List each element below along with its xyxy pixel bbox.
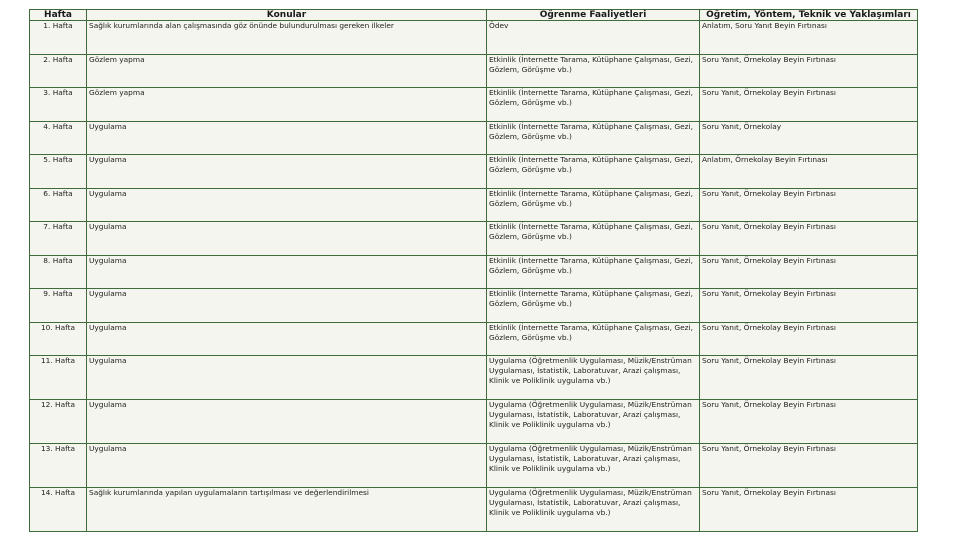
method-cell: Soru Yanıt, Örnekolay Beyin Fırtınası: [700, 356, 918, 400]
topic-cell: Sağlık kurumlarında yapılan uygulamaların tartışılması ve değerlendirilmesi: [87, 488, 487, 532]
week-cell: 3. Hafta: [30, 88, 87, 122]
method-cell: Soru Yanıt, Örnekolay Beyin Fırtınası: [700, 88, 918, 122]
week-cell: 6. Hafta: [30, 188, 87, 222]
week-cell: 7. Hafta: [30, 222, 87, 256]
method-cell: Soru Yanıt, Örnekolay Beyin Fırtınası: [700, 222, 918, 256]
table-row: [30, 88, 918, 122]
activity-cell: Uygulama (Öğretmenlik Uygulaması, Müzik/Enstrüman Uygulaması, İstatistik, Laboratuvar, Arazi çalışması, Klinik ve Poliklinik uygulama vb.): [487, 356, 700, 400]
activity-cell: Etkinlik (İnternette Tarama, Kütüphane Çalışması, Gezi, Gözlem, Görüşme vb.): [487, 155, 700, 189]
table-row: [30, 322, 918, 356]
week-cell: 4. Hafta: [30, 121, 87, 155]
table-row: [30, 255, 918, 289]
activity-cell: Etkinlik (İnternette Tarama, Kütüphane Çalışması, Gezi, Gözlem, Görüşme vb.): [487, 54, 700, 88]
table-row: [30, 155, 918, 189]
table-row: [30, 54, 918, 88]
activity-cell: Etkinlik (İnternette Tarama, Kütüphane Çalışması, Gezi, Gözlem, Görüşme vb.): [487, 289, 700, 323]
topic-cell: Uygulama: [87, 322, 487, 356]
activity-cell: Etkinlik (İnternette Tarama, Kütüphane Çalışması, Gezi, Gözlem, Görüşme vb.): [487, 88, 700, 122]
activity-cell: Etkinlik (İnternette Tarama, Kütüphane Çalışması, Gezi, Gözlem, Görüşme vb.): [487, 222, 700, 256]
activity-cell: Uygulama (Öğretmenlik Uygulaması, Müzik/Enstrüman Uygulaması, İstatistik, Laboratuvar, Arazi çalışması, Klinik ve Poliklinik uygulama vb.): [487, 444, 700, 488]
week-cell: 14. Hafta: [30, 488, 87, 532]
table-row: [30, 21, 918, 55]
table-row: [30, 400, 918, 444]
method-cell: Soru Yanıt, Örnekolay Beyin Fırtınası: [700, 289, 918, 323]
week-cell: 10. Hafta: [30, 322, 87, 356]
table-row: [30, 222, 918, 256]
table-row: [30, 121, 918, 155]
method-cell: Soru Yanıt, Örnekolay Beyin Fırtınası: [700, 322, 918, 356]
topic-cell: Sağlık kurumlarında alan çalışmasında göz önünde bulundurulması gereken ilkeler: [87, 21, 487, 55]
activity-cell: Ödev: [487, 21, 700, 55]
topic-cell: Uygulama: [87, 255, 487, 289]
table-row: [30, 289, 918, 323]
week-cell: 1. Hafta: [30, 21, 87, 55]
topic-cell: Uygulama: [87, 289, 487, 323]
week-cell: 2. Hafta: [30, 54, 87, 88]
week-cell: 12. Hafta: [30, 400, 87, 444]
table-row: [30, 444, 918, 488]
topic-cell: Uygulama: [87, 356, 487, 400]
table-row: [30, 488, 918, 532]
week-cell: 13. Hafta: [30, 444, 87, 488]
activity-cell: Etkinlik (İnternette Tarama, Kütüphane Çalışması, Gezi, Gözlem, Görüşme vb.): [487, 322, 700, 356]
topic-cell: Uygulama: [87, 155, 487, 189]
method-cell: Soru Yanıt, Örnekolay Beyin Fırtınası: [700, 488, 918, 532]
week-cell: 9. Hafta: [30, 289, 87, 323]
table-row: [30, 188, 918, 222]
method-cell: Anlatım, Örnekolay Beyin Fırtınası: [700, 155, 918, 189]
topic-cell: Gözlem yapma: [87, 54, 487, 88]
header-topics: Konular: [87, 10, 487, 21]
table-row: [30, 356, 918, 400]
week-cell: 11. Hafta: [30, 356, 87, 400]
activity-cell: Uygulama (Öğretmenlik Uygulaması, Müzik/Enstrüman Uygulaması, İstatistik, Laboratuvar, Arazi çalışması, Klinik ve Poliklinik uygulama vb.): [487, 488, 700, 532]
method-cell: Soru Yanıt, Örnekolay: [700, 121, 918, 155]
method-cell: Soru Yanıt, Örnekolay Beyin Fırtınası: [700, 400, 918, 444]
activity-cell: Etkinlik (İnternette Tarama, Kütüphane Çalışması, Gezi, Gözlem, Görüşme vb.): [487, 188, 700, 222]
header-methods: Öğretim, Yöntem, Teknik ve Yaklaşımları: [700, 10, 918, 21]
table-header-row: [30, 10, 918, 21]
method-cell: Soru Yanıt, Örnekolay Beyin Fırtınası: [700, 188, 918, 222]
topic-cell: Uygulama: [87, 400, 487, 444]
method-cell: Anlatım, Soru Yanıt Beyin Fırtınası: [700, 21, 918, 55]
header-activities: Öğrenme Faaliyetleri: [487, 10, 700, 21]
topic-cell: Gözlem yapma: [87, 88, 487, 122]
week-cell: 8. Hafta: [30, 255, 87, 289]
method-cell: Soru Yanıt, Örnekolay Beyin Fırtınası: [700, 444, 918, 488]
activity-cell: Uygulama (Öğretmenlik Uygulaması, Müzik/Enstrüman Uygulaması, İstatistik, Laboratuvar, Arazi çalışması, Klinik ve Poliklinik uygulama vb.): [487, 400, 700, 444]
topic-cell: Uygulama: [87, 121, 487, 155]
activity-cell: Etkinlik (İnternette Tarama, Kütüphane Çalışması, Gezi, Gözlem, Görüşme vb.): [487, 255, 700, 289]
week-cell: 5. Hafta: [30, 155, 87, 189]
activity-cell: Etkinlik (İnternette Tarama, Kütüphane Çalışması, Gezi, Gözlem, Görüşme vb.): [487, 121, 700, 155]
topic-cell: Uygulama: [87, 222, 487, 256]
method-cell: Soru Yanıt, Örnekolay Beyin Fırtınası: [700, 255, 918, 289]
weekly-plan-table: [29, 9, 918, 532]
header-week: Hafta: [30, 10, 87, 21]
topic-cell: Uygulama: [87, 444, 487, 488]
method-cell: Soru Yanıt, Örnekolay Beyin Fırtınası: [700, 54, 918, 88]
topic-cell: Uygulama: [87, 188, 487, 222]
